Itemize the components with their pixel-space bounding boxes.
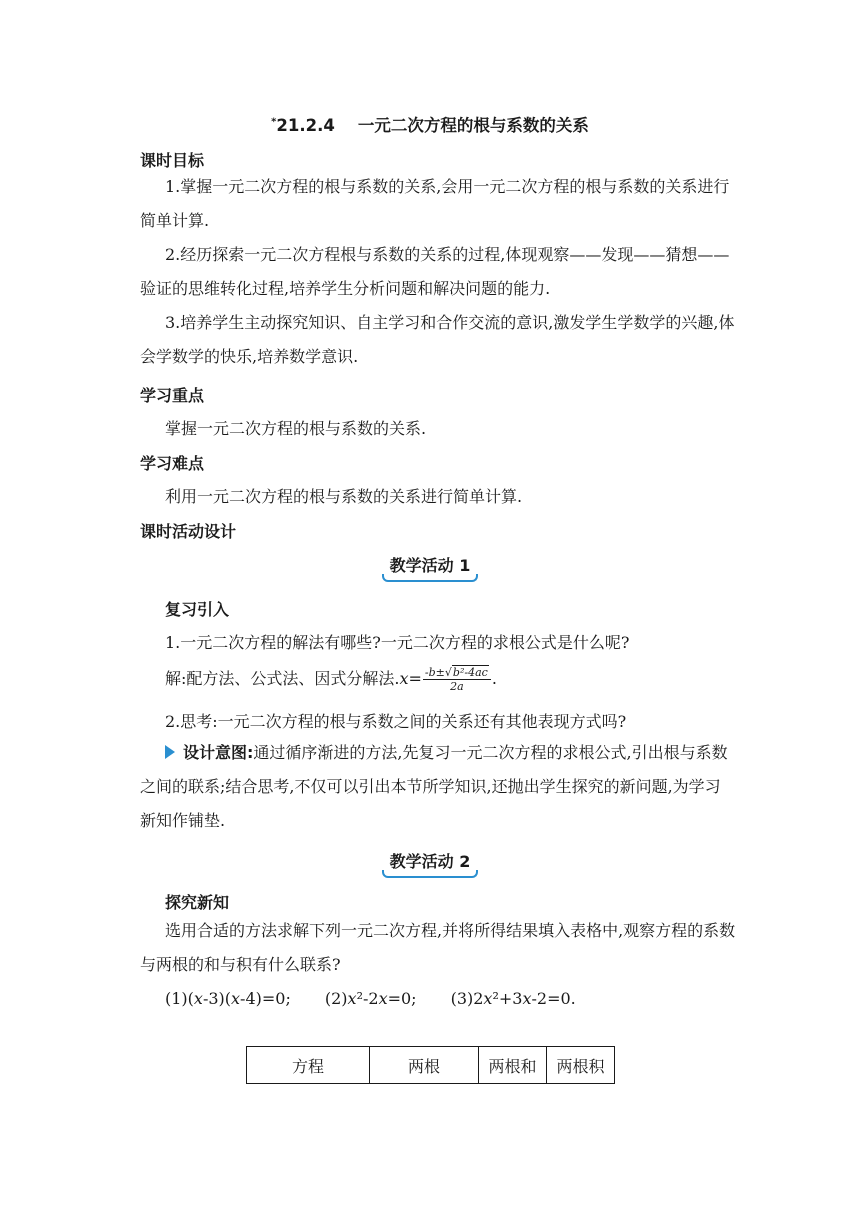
activity-2-subheading: 探究新知 xyxy=(165,893,230,912)
key-point-text: 掌握一元二次方程的根与系数的关系. xyxy=(165,419,427,438)
page-title: *21.2.4 一元二次方程的根与系数的关系 xyxy=(271,116,589,135)
table-header-cell: 方程 xyxy=(247,1047,370,1084)
design-intent: 设计意图:通过循序渐进的方法,先复习一元二次方程的求根公式,引出根与系数之间的联系;结合思考,不仅可以引出本节所学知识,还抛出学生探究的新问题,为学习新知作铺垫. xyxy=(140,743,728,830)
table-header-cell: 两根积 xyxy=(547,1047,615,1084)
objective-1: 1.掌握一元二次方程的根与系数的关系,会用一元二次方程的根与系数的关系进行简单计算. xyxy=(140,177,730,230)
activity-1-question-1: 1.一元二次方程的解法有哪些?一元二次方程的求根公式是什么呢? xyxy=(165,633,630,652)
heading-objectives: 课时目标 xyxy=(140,151,205,170)
objective-2: 2.经历探索一元二次方程根与系数的关系的过程,体现观察——发现——猜想——验证的思维转化过程,培养学生分析问题和解决问题的能力. xyxy=(140,245,730,298)
results-table xyxy=(246,1046,615,1084)
triangle-marker-icon xyxy=(165,745,175,759)
quadratic-formula: $\frac{\text{-b±√b²-4ac}}{2a}$ xyxy=(423,666,491,693)
equation-2: (2)x²-2x=0; xyxy=(324,989,417,1008)
heading-difficulties: 学习难点 xyxy=(140,454,205,473)
activity-1-question-2: 2.思考:一元二次方程的根与系数之间的关系还有其他表现方式吗? xyxy=(165,712,627,731)
table-header-cell: 两根 xyxy=(370,1047,479,1084)
activity-2-intro: 选用合适的方法求解下列一元二次方程,并将所得结果填入表格中,观察方程的系数与两根的和与积有什么联系? xyxy=(140,921,736,974)
heading-key-points: 学习重点 xyxy=(140,386,205,405)
activity-1-badge: 教学活动 1 xyxy=(0,551,860,582)
equation-1: (1)(x-3)(x-4)=0; xyxy=(165,989,291,1008)
table-header-cell: 两根和 xyxy=(479,1047,547,1084)
activity-1-subheading: 复习引入 xyxy=(165,600,230,619)
activity-2-badge: 教学活动 2 xyxy=(0,847,860,878)
equation-3: (3)2x²+3x-2=0. xyxy=(450,989,576,1008)
difficulty-text: 利用一元二次方程的根与系数的关系进行简单计算. xyxy=(165,487,523,506)
equation-list xyxy=(165,989,576,1008)
heading-activity-design: 课时活动设计 xyxy=(140,522,237,541)
table-header-row xyxy=(247,1047,615,1084)
activity-1-answer: 解:配方法、公式法、因式分解法.x= $\frac{\text{-b±√b²-4ac}}{2a}$ . xyxy=(165,666,497,693)
objective-3: 3.培养学生主动探究知识、自主学习和合作交流的意识,激发学生学数学的兴趣,体会学数学的快乐,培养数学意识. xyxy=(140,313,735,366)
